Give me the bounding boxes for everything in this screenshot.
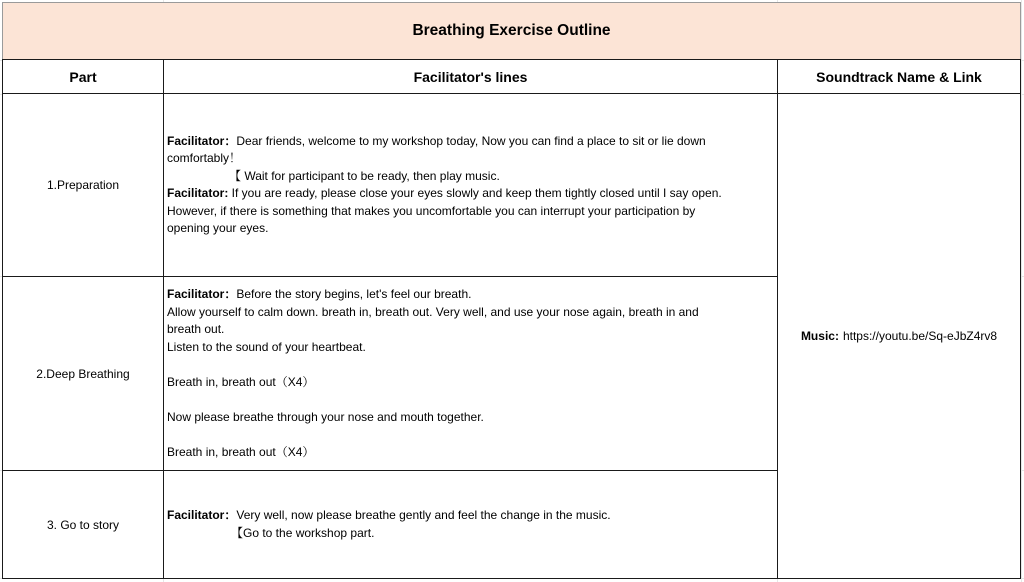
facilitator-label: Facilitator： bbox=[167, 133, 237, 148]
facilitator-label: Facilitator： bbox=[167, 287, 237, 301]
line-text: Now please breathe through your nose and mouth together. bbox=[167, 409, 484, 424]
line-text: breath out. bbox=[167, 322, 225, 336]
facilitator-label: Facilitator： bbox=[167, 508, 237, 522]
line-text: Before the story begins, let's feel our breath. bbox=[236, 287, 472, 301]
header-facilitator-lines[interactable]: Facilitator's lines bbox=[163, 59, 778, 94]
part-cell-go-to-story[interactable]: 3. Go to story bbox=[2, 470, 164, 579]
line-text: Breath in, breath out（X4） bbox=[167, 444, 315, 459]
music-link[interactable]: https://youtu.be/Sq-eJbZ4rv8 bbox=[842, 329, 998, 343]
part-cell-preparation[interactable]: 1.Preparation bbox=[2, 93, 164, 277]
part-cell-deep-breathing[interactable]: 2.Deep Breathing bbox=[2, 276, 164, 471]
header-soundtrack[interactable]: Soundtrack Name & Link bbox=[777, 59, 1021, 94]
instruction-text: 【Go to the workshop part. bbox=[231, 525, 375, 540]
line-text: Listen to the sound of your heartbeat. bbox=[167, 339, 366, 354]
line-text: If you are ready, please close your eyes slowly and keep them tightly closed until I say open. bbox=[228, 186, 722, 200]
line-text: Dear friends, welcome to my workshop today, Now you can find a place to sit or lie down bbox=[236, 133, 706, 148]
line-text: Breath in, breath out（X4） bbox=[167, 374, 315, 389]
line-text: comfortably！ bbox=[167, 151, 242, 165]
lines-cell-deep-breathing[interactable] bbox=[163, 276, 778, 471]
line-text: However, if there is something that makes you uncomfortable you can interrupt your participation by bbox=[167, 203, 696, 218]
soundtrack-cell[interactable] bbox=[777, 93, 1021, 579]
line-text: Allow yourself to calm down. breath in, breath out. Very well, and use your nose again, breath in and bbox=[167, 304, 699, 319]
lines-cell-go-to-story[interactable] bbox=[163, 470, 778, 579]
facilitator-label: Facilitator: bbox=[167, 186, 229, 200]
table-title[interactable]: Breathing Exercise Outline bbox=[2, 2, 1021, 60]
instruction-text: 【 Wait for participant to be ready, then play music. bbox=[229, 168, 500, 183]
header-part[interactable]: Part bbox=[2, 59, 164, 94]
music-label: Music: bbox=[800, 329, 839, 343]
line-text: Very well, now please breathe gently and feel the change in the music. bbox=[236, 508, 611, 522]
line-text: opening your eyes. bbox=[167, 221, 269, 235]
lines-cell-preparation[interactable] bbox=[163, 93, 778, 277]
